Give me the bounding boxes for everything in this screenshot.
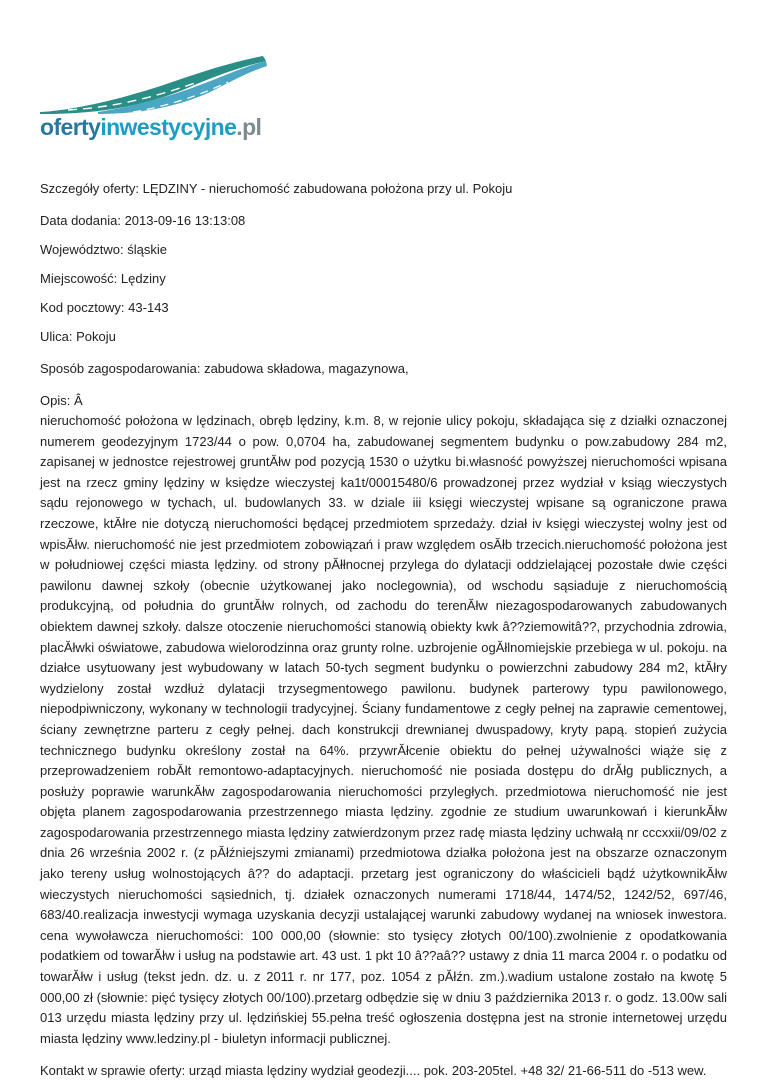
city-label: Miejscowość: bbox=[40, 271, 118, 286]
offer-title-value: LĘDZINY - nieruchomość zabudowana położona przy ul. Pokoju bbox=[142, 181, 513, 196]
postal-code bbox=[40, 297, 727, 318]
city bbox=[40, 268, 727, 289]
logo-wordmark bbox=[40, 114, 261, 141]
street-label: Ulica: bbox=[40, 329, 73, 344]
land-usage-label: Sposób zagospodarowania: bbox=[40, 361, 201, 376]
road-logo-icon bbox=[38, 52, 268, 114]
voivodeship-label: Województwo: bbox=[40, 242, 124, 257]
contact-label: Kontakt w sprawie oferty: bbox=[40, 1063, 186, 1079]
land-usage-value: zabudowa składowa, magazynowa, bbox=[204, 361, 409, 376]
contact bbox=[40, 1060, 727, 1081]
date-added-label: Data dodania: bbox=[40, 213, 121, 228]
date-added bbox=[40, 210, 727, 231]
land-usage bbox=[40, 358, 727, 379]
logo-word-oferty: oferty bbox=[40, 114, 101, 140]
offer-title-label: Szczegóły oferty: bbox=[40, 181, 139, 196]
offer-title bbox=[40, 178, 727, 199]
street bbox=[40, 326, 727, 347]
postal-code-label: Kod pocztowy: bbox=[40, 300, 125, 315]
voivodeship bbox=[40, 239, 727, 260]
postal-code-value: 43-143 bbox=[128, 300, 169, 315]
street-value: Pokoju bbox=[76, 329, 116, 344]
description-label: Opis: Â bbox=[40, 393, 83, 408]
site-logo[interactable] bbox=[38, 52, 268, 152]
city-value: Lędziny bbox=[120, 271, 166, 286]
logo-word-pl: .pl bbox=[236, 114, 262, 140]
voivodeship-value: śląskie bbox=[127, 242, 167, 257]
date-added-value: 2013-09-16 13:13:08 bbox=[124, 213, 246, 228]
description-text: nieruchomość położona w lędzinach, obręb lędziny, k.m. 8, w rejonie ulicy pokoju, składająca się z działki oznaczonej numerem geodezyjnym 1723/44 o pow. 0,0704 ha, zabudowanej segmentem budynku o pow.zabudowy 284 m2, zapisanej w jednostce rejestrowej gruntĂłw pod pozycją 1530 o użytku bi.własność powyższej nieruchomości wpisana jest na rzecz gminy lędziny w księdze wieczystej ka1t/00015480/6 prowadzonej przez wydział v ksiąg wieczystych sądu rejonowego w tychach, ul. budowlanych 33. w dziale iii księgi wieczystej wpisane są ograniczone prawa rzeczowe, ktĂłre nie dotyczą nieruchomości będącej przedmiotem sprzedaży. dział iv księgi wieczystej wolny jest od wpisĂłw. nieruchomość nie jest przedmiotem zobowiązań i praw względem osĂłb trzecich.nieruchomość położona jest w południowej części miasta lędziny. od strony pĂłłnocnej przylega do dylatacji oddzielającej pozostałe dwie części pawilonu dawnej szkoły (obecnie użytkowanej jako noclegownia), od wschodu sąsiaduje z nieruchomością produkcyjną, od południa do gruntĂłw rolnych, od zachodu do terenĂłw niezagospodarowanych zabudowanych obiektem dawnej szkoły. dalsze otoczenie nieruchomości stanowią obiekty kwk â??ziemowitâ??, przychodnia zdrowia, placĂłwki oświatowe, zabudowa wielorodzinna oraz grunty rolne. uzbrojenie ogĂłlnomiejskie przebiega w ul. pokoju. na działce usytuowany jest wybudowany w latach 50-tych segment budynku o powierzchni zabudowy 284 m2, ktĂłry wydzielony został wzdłuż dylatacji trzysegmentowego pawilonu. budynek parterowy typu pawilonowego, niepodpiwniczony, wykonany w technologii tradycyjnej. Ściany fundamentowe z cegły pełnej na zaprawie cementowej, ściany zewnętrzne parteru z cegły pełnej. dach konstrukcji drewnianej dwuspadowy, kryty papą. stopień zużycia technicznego budynku określony został na 64%. przywrĂłcenie obiektu do pełnej używalności wiąże się z przeprowadzeniem robĂłt remontowo-adaptacyjnych. nieruchomość nie posiada dostępu do drĂłg publicznych, a posłuży poprawie warunkĂłw zagospodarowania nieruchomości przyległych. przedmiotowa nieruchomość nie jest objęta planem zagospodarowania przestrzennego miasta lędziny. zgodnie ze studium uwarunkowań i kierunkĂłw zagospodarowania przestrzennego miasta lędziny zatwierdzonym przez radę miasta lędziny uchwałą nr cccxxii/09/02 z dnia 26 września 2002 r. (z pĂłźniejszymi zmianami) przedmiotowa działka położona jest na obszarze oznaczonym jako tereny usług wolnostojących â?? do adaptacji. przetarg jest ograniczony do właścicieli bądź użytkownikĂłw wieczystych nieruchomości sąsiednich, tj. działek oznaczonych numerami 1718/44, 1474/52, 1242/52, 697/46, 683/40.realizacja inwestycji wymaga uzyskania decyzji ustalającej warunki zabudowy wydanej na wniosek inwestora. cena wywoławcza nieruchomości: 100 000,00 (słownie: sto tysięcy złotych 00/100).zwolnienie z opodatkowania podatkiem od towarĂłw i usług na podstawie art. 43 ust. 1 pkt 10 â??aâ?? ustawy z dnia 11 marca 2004 r. o podatku od towarĂłw i usług (tekst jedn. dz. u. z 2011 r. nr 177, poz. 1054 z pĂłźn. zm.).wadium ustalone zostało na kwotę 5 000,00 zł (słownie: pięć tysięcy złotych 00/100).przetarg odbędzie się w dniu 3 października 2013 r. o godz. 13.00w sali 013 urzędu miasta lędziny przy ul. lędzińskiej 55.pełna treść ogłoszenia dostępna jest na stronie internetowej urzędu miasta lędziny www.ledziny.pl - biuletyn informacji publicznej. bbox=[40, 413, 727, 1046]
offer-details bbox=[40, 178, 727, 1081]
logo-word-inwestycyjne: inwestycyjne bbox=[100, 114, 237, 140]
contact-value: urząd miasta lędziny wydział geodezji.... pok. 203-205tel. +48 32/ 21-66-511 do -513 wew. bbox=[188, 1063, 707, 1079]
